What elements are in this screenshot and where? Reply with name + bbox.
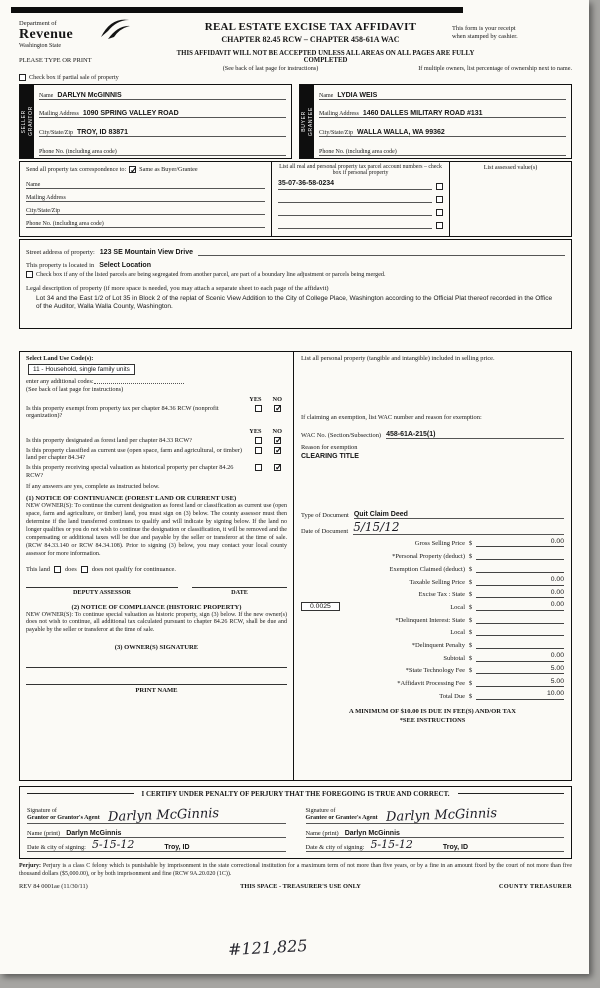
fee-row [301, 551, 564, 561]
reason-for-exemption-input[interactable]: CLEARING TITLE [301, 452, 359, 460]
buyer-section [299, 84, 572, 159]
receipt-note [452, 21, 572, 41]
question-text: Is this property designated as forest land per chapter 84.33 RCW? [26, 436, 192, 444]
property-location-select[interactable]: Select Location [99, 261, 151, 269]
does-not-qualify-checkbox[interactable] [81, 566, 88, 573]
grantor-agent-label: Grantor or Grantor's Agent [27, 815, 100, 822]
additional-codes-label: enter any additional codes: [26, 377, 94, 385]
grantee-city-input[interactable]: Troy, ID [442, 843, 469, 851]
fee-label: Exemption Claimed (deduct) [389, 565, 465, 573]
fee-label: *State Technology Fee [405, 667, 465, 675]
tax-computation-column [294, 352, 571, 780]
parcel-number-input-2[interactable] [278, 193, 432, 203]
segregated-parcels-checkbox[interactable] [26, 271, 33, 278]
q3-yes-checkbox[interactable] [255, 447, 262, 454]
grantee-signature-block [306, 800, 565, 852]
fee-row [301, 601, 564, 611]
rule-line [458, 793, 565, 794]
dollar-sign: $ [468, 540, 473, 548]
located-in-label: This property is located in [26, 261, 95, 269]
handwritten-treasurer-number: #121,825 [227, 935, 309, 960]
grantor-signature-input[interactable]: Darlyn McGinnis [107, 805, 220, 825]
personal-property-blank-area[interactable] [301, 362, 564, 414]
buyer-mailing-input[interactable]: 1460 DALLES MILITARY ROAD #131 [362, 110, 483, 118]
partial-sale-label: Check box if partial sale of property [29, 73, 119, 81]
fee-label: Local [450, 603, 465, 611]
continuance-qualify-row [26, 566, 287, 573]
q3-no-checkbox[interactable] [274, 447, 281, 454]
grantee-vertical-label: GRANTEE [307, 106, 314, 136]
grantee-signature-input[interactable]: Darlyn McGinnis [385, 805, 497, 825]
multiple-owners-note: If multiple owners, list percentage of ownership next to name. [418, 64, 572, 72]
form-title: REAL ESTATE EXCISE TAX AFFIDAVIT [204, 21, 417, 33]
question-text: Is this property classified as current use (open space, farm and agricultural, or timber) land per chapter 84.34? [26, 446, 242, 462]
date-of-document-label: Date of Document [301, 527, 349, 535]
main-section [19, 351, 572, 781]
q4-yes-checkbox[interactable] [255, 464, 262, 471]
buyer-csz-label: City/State/Zip [319, 130, 353, 137]
delinquent-interest-local-input[interactable] [476, 627, 564, 637]
minimum-due-note: A MINIMUM OF $10.00 IS DUE IN FEE(S) AND/OR TAX [349, 707, 516, 715]
fee-row [301, 690, 564, 700]
grantor-city-input[interactable]: Troy, ID [164, 843, 190, 851]
not-accepted-warning: THIS AFFIDAVIT WILL NOT BE ACCEPTED UNLESS ALL AREAS ON ALL PAGES ARE FULLY COMPLETED [176, 49, 475, 64]
seller-csz-input[interactable]: TROY, ID 83871 [77, 129, 128, 137]
parcel-number-input-4[interactable] [278, 219, 432, 229]
delinquent-penalty-input[interactable] [476, 639, 564, 649]
wac-number-label: WAC No. (Section/Subsection) [301, 431, 382, 439]
seller-section [19, 84, 292, 159]
seller-csz-label: City/State/Zip [39, 130, 73, 137]
owners-signature-title: (3) OWNER(S) SIGNATURE [114, 644, 199, 652]
dollar-sign: $ [468, 578, 473, 586]
total-due-input[interactable]: 10.00 [476, 690, 564, 700]
fee-row [301, 538, 564, 548]
notice-compliance-body: NEW OWNER(S): To continue special valuation as historic property, sign (3) below. If the new owner(s) does not wish to continue, all additional tax calculated pursuant to chapter 84.26 RCW, shall be due and payable by the seller or transferor at the time of sale. [26, 611, 287, 634]
same-as-buyer-checkbox[interactable] [129, 166, 136, 173]
date-city-label: Date & city of signing: [27, 843, 86, 851]
form-header [19, 21, 572, 49]
fee-label: *Personal Property (deduct) [392, 553, 465, 561]
buyer-vertical-label: BUYER [300, 110, 307, 132]
affidavit-processing-fee-input[interactable]: 5.00 [476, 678, 564, 688]
street-address-input[interactable]: 123 SE Mountain View Drive [99, 248, 194, 256]
yes-column-header: YES [249, 427, 262, 435]
dollar-sign: $ [468, 603, 473, 611]
q2-yes-checkbox[interactable] [255, 437, 262, 444]
subtotal-input[interactable]: 0.00 [476, 652, 564, 662]
certify-statement: I CERTIFY UNDER PENALTY OF PERJURY THAT THE FOREGOING IS TRUE AND CORRECT. [141, 789, 450, 798]
buyer-mailing-label: Mailing Address [319, 111, 359, 118]
send-correspondence-label: Send all property tax correspondence to: [26, 166, 127, 174]
notice-continuance-body: NEW OWNER(S): To continue the current designation as forest land or classification as current use (open space, farm and agriculture, or timber) land, you must sign on (3) below. The county assessor must then determine if the land transferred continues to qualify and will indicate by signing below. If the land no longer qualifies or you do not wish to continue the designation or classification, it will be removed and the compensating or additional taxes will be due and payable by the seller or transferor at the time of sale. (RCW 84.33.140 or RCW 84.34.108). Prior to signing (3) below, you may contact your local county assessor for more information. [26, 503, 287, 557]
partial-sale-checkbox[interactable] [19, 74, 26, 81]
grantor-date-input[interactable]: 5-15-12 [91, 837, 135, 851]
does-not-label: does not qualify for continuance. [91, 565, 176, 573]
dollar-sign: $ [468, 641, 473, 649]
see-back-note: (See back of last page for instructions) [222, 64, 319, 72]
name-print-label: Name (print) [305, 829, 339, 837]
buyer-phone-label: Phone No. (including area code) [319, 148, 397, 155]
type-of-document-input[interactable]: Quit Claim Deed [354, 511, 564, 519]
street-address-label: Street address of property: [26, 248, 95, 256]
personal-property-checkbox-3[interactable] [436, 209, 443, 216]
dollar-sign: $ [468, 629, 473, 637]
revenue-label: Revenue [19, 26, 74, 42]
type-of-document-label: Type of Document [301, 511, 349, 519]
yes-column-header: YES [249, 395, 262, 403]
rev-form-number: REV 84 0001ae (11/30/11) [19, 883, 88, 891]
parcel-row [278, 180, 443, 190]
corr-phone-label: Phone No. (including area code) [26, 220, 104, 227]
receipt-note-line2: when stamped by cashier. [452, 33, 518, 40]
print-name-line[interactable] [26, 684, 287, 685]
dor-logo [19, 21, 169, 49]
signature-of-label: Signature of [305, 807, 336, 814]
seller-name-input[interactable]: DARLYN McGINNIS [57, 91, 122, 99]
parcel-number-input[interactable]: 35-07-36-58-0234 [278, 180, 432, 190]
seller-phone-label: Phone No. (including area code) [39, 148, 117, 155]
fee-label: Subtotal [443, 654, 465, 662]
dollar-sign: $ [468, 616, 473, 624]
dollar-sign: $ [468, 553, 473, 561]
if-yes-note: If any answers are yes, complete as instructed below. [26, 483, 160, 491]
personal-property-list-label: List all personal property (tangible and intangible) included in selling price. [301, 354, 495, 362]
corr-name-label: Name [26, 181, 41, 188]
name-print-label: Name (print) [27, 829, 61, 837]
personal-property-deduct-input[interactable] [476, 551, 564, 561]
does-label: does [64, 565, 77, 573]
fee-label: *Delinquent Interest: State [395, 616, 465, 624]
q4-no-checkbox[interactable] [274, 464, 281, 471]
corr-mailing-label: Mailing Address [26, 194, 66, 201]
perjury-text: Perjury is a class C felony which is punishable by imprisonment in the state correctional institution for a maximum term of not more than five years, or by a fine in an amount fixed by the court of not more than five thousand dollars ($5,000.00), or by both imprisonment and fine (RCW 9A.20.020 (1C)). [19, 862, 572, 877]
parcel-row [278, 193, 443, 203]
fee-row [301, 563, 564, 573]
excise-tax-state-input[interactable]: 0.00 [476, 589, 564, 599]
fee-label: Excise Tax : State [418, 591, 465, 599]
notice-continuance-title: (1) NOTICE OF CONTINUANCE (FOREST LAND OR CURRENT USE) [26, 495, 237, 503]
form-chapter: CHAPTER 82.45 RCW – CHAPTER 458-61A WAC [221, 35, 400, 44]
grantor-signature-block [27, 800, 286, 852]
deputy-assessor-signature-line[interactable] [26, 587, 178, 588]
legal-description-label: Legal description of property (if more space is needed, you may attach a separate sheet to each page of the affidavit) [26, 284, 329, 292]
buyer-grantee-sidebar [300, 85, 314, 158]
seller-vertical-label: SELLER [20, 109, 27, 133]
grantor-name-print-input[interactable]: Darlyn McGinnis [66, 829, 122, 837]
owner-signature-line[interactable] [26, 667, 287, 668]
dollar-sign: $ [468, 654, 473, 662]
excise-tax-local-input[interactable]: 0.00 [476, 601, 564, 611]
parcel-row [278, 206, 443, 216]
reason-for-exemption-label: Reason for exemption [301, 443, 358, 451]
fee-label: Local [450, 629, 465, 637]
grantee-name-print-input[interactable]: Darlyn McGinnis [344, 829, 400, 837]
parcel-number-input-3[interactable] [278, 206, 432, 216]
seller-mailing-input[interactable]: 1090 SPRING VALLEY ROAD [82, 110, 179, 118]
fee-label: *Affidavit Processing Fee [397, 680, 465, 688]
fee-label: Total Due [439, 692, 465, 700]
receipt-note-line1: This form is your receipt [452, 25, 516, 32]
same-as-buyer-label: Same as Buyer/Grantee [139, 166, 198, 174]
fee-row [301, 652, 564, 662]
parcel-row [278, 219, 443, 229]
property-description-section [19, 239, 572, 329]
dollar-sign: $ [468, 692, 473, 700]
no-column-header: NO [272, 427, 282, 435]
question-row [26, 447, 287, 462]
see-back-note-2: (See back of last page for instructions) [26, 385, 124, 393]
exemption-claimed-input[interactable] [476, 563, 564, 573]
legal-description-text[interactable]: Lot 34 and the East 1/2 of Lot 35 in Block 2 of the replat of Scenic View Addition to the City of College Place, Washington according to the Official Plat thereof recorded in the Office of the Auditor, Walla Walla County, Washington. [36, 294, 553, 311]
seller-mailing-label: Mailing Address [39, 111, 79, 118]
date-of-document-input[interactable]: 5/15/12 [353, 520, 564, 535]
exemption-claim-label: If claiming an exemption, list WAC number and reason for exemption: [301, 413, 482, 421]
no-column-header: NO [272, 395, 282, 403]
seller-name-label: Name [39, 92, 54, 99]
assessed-values-header: List assessed value(s) [483, 163, 538, 171]
taxable-selling-price-input[interactable]: 0.00 [476, 576, 564, 586]
signature-of-label: Signature of [27, 807, 57, 814]
segregated-parcels-label: Check box if any of the listed parcels are being segregated from another parcel, are part of a boundary line adjustment or parcels being merged. [36, 271, 386, 278]
land-use-code-input[interactable]: 11 - Household, single family units [28, 364, 135, 375]
local-rate-box: 0.0025 [301, 602, 340, 611]
scan-edge-artifact [11, 7, 463, 13]
county-treasurer-label: COUNTY TREASURER [498, 883, 572, 891]
form-footer [19, 883, 572, 890]
grantee-agent-label: Grantee or Grantee's Agent [305, 815, 378, 822]
grantor-vertical-label: GRANTOR [27, 106, 34, 137]
land-use-column [20, 352, 294, 780]
dollar-sign: $ [468, 565, 473, 573]
tax-correspondence-section [19, 161, 572, 237]
question-row [26, 437, 287, 445]
perjury-label: Perjury: [19, 862, 41, 869]
q1-no-checkbox[interactable] [274, 405, 281, 412]
dollar-sign: $ [468, 680, 473, 688]
does-qualify-checkbox[interactable] [54, 566, 61, 573]
fee-label: Gross Selling Price [414, 540, 465, 548]
dollar-sign: $ [468, 667, 473, 675]
print-name-label: PRINT NAME [135, 687, 178, 695]
question-row [26, 405, 287, 420]
fee-row [301, 639, 564, 649]
gross-selling-price-input[interactable]: 0.00 [476, 538, 564, 548]
certification-section [19, 786, 572, 859]
perjury-notice [19, 863, 572, 879]
dollar-sign: $ [468, 591, 473, 599]
deputy-date-line[interactable] [192, 587, 287, 588]
grantee-date-input[interactable]: 5-15-12 [370, 837, 413, 851]
fee-row [301, 627, 564, 637]
fee-row [301, 665, 564, 675]
wac-number-input[interactable]: 458-61A-215(1) [386, 431, 564, 439]
delinquent-interest-state-input[interactable] [476, 614, 564, 624]
q2-no-checkbox[interactable] [274, 437, 281, 444]
dept-of-label: Department of [19, 20, 57, 27]
parcel-numbers-header: List all real and personal property tax parcel account numbers – check box if personal property [279, 163, 442, 177]
fee-row [301, 589, 564, 599]
fee-label: Taxable Selling Price [409, 578, 465, 586]
rule-line [27, 793, 134, 794]
fee-row [301, 576, 564, 586]
notice-compliance-title: (2) NOTICE OF COMPLIANCE (HISTORIC PROPERTY) [71, 603, 242, 611]
washington-state-label: Washington State [19, 42, 62, 49]
seller-grantor-sidebar [20, 85, 34, 158]
fee-label: *Delinquent Penalty [411, 641, 465, 649]
see-instructions-note: *SEE INSTRUCTIONS [399, 716, 466, 724]
question-row [26, 464, 287, 479]
date-city-label: Date & city of signing: [305, 843, 365, 851]
fee-row [301, 678, 564, 688]
state-technology-fee-input[interactable]: 5.00 [476, 665, 564, 675]
additional-codes-input[interactable] [94, 383, 184, 384]
fee-row [301, 614, 564, 624]
personal-property-checkbox-4[interactable] [436, 222, 443, 229]
personal-property-checkbox-1[interactable] [436, 183, 443, 190]
deputy-assessor-label: DEPUTY ASSESSOR [72, 588, 132, 596]
question-text: Is this property exempt from property tax per chapter 84.36 RCW (nonprofit organization)? [26, 404, 219, 420]
buyer-csz-input[interactable]: WALLA WALLA, WA 99362 [357, 129, 445, 137]
buyer-name-input[interactable]: LYDIA WEIS [337, 91, 378, 99]
treasurer-space-label: THIS SPACE - TREASURER'S USE ONLY [240, 883, 361, 891]
question-text: Is this property receiving special valuation as historical property per chapter 84.26 RCW? [26, 463, 234, 479]
select-land-use-label: Select Land Use Code(s): [26, 354, 94, 362]
dor-logo-swoosh-icon [99, 15, 131, 41]
personal-property-checkbox-2[interactable] [436, 196, 443, 203]
date-label: DATE [231, 588, 248, 596]
this-land-label: This land [26, 565, 50, 573]
corr-csz-label: City/State/Zip [26, 207, 60, 214]
please-type-or-print-label: PLEASE TYPE OR PRINT [19, 56, 92, 64]
q1-yes-checkbox[interactable] [255, 405, 262, 412]
buyer-name-label: Name [319, 92, 334, 99]
